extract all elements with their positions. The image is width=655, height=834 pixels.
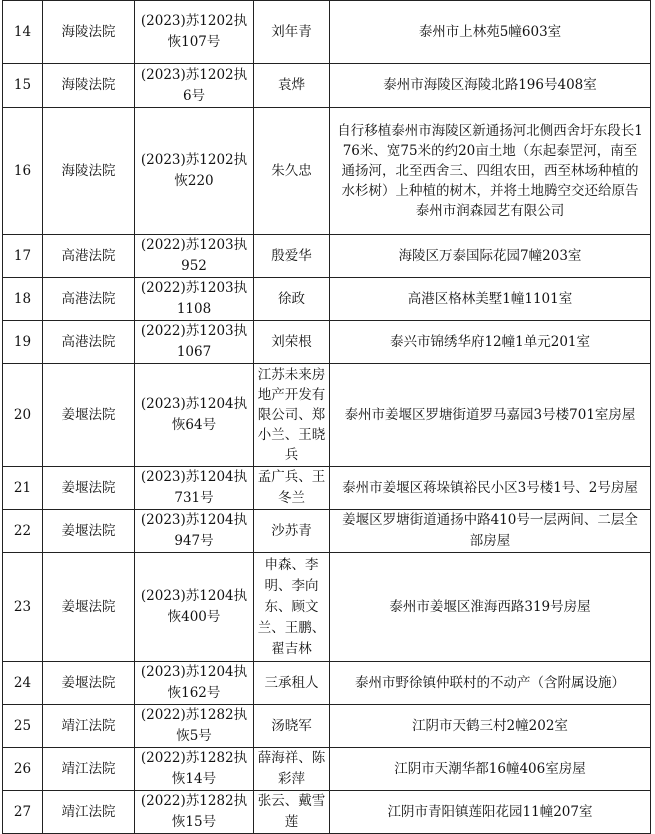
table-row [3, 662, 651, 705]
row-number: 16 [3, 108, 43, 235]
case-number-cell: (2023)苏1204执731号 [135, 467, 254, 510]
party-name-cell: 江苏未来房地产开发有限公司、郑小兰、王晓兵 [254, 364, 330, 467]
court-cell: 海陵法院 [43, 1, 135, 64]
address-cell: 海陵区万泰国际花园7幢203室 [330, 235, 651, 278]
table-row [3, 748, 651, 791]
row-number: 18 [3, 278, 43, 321]
case-number-cell: (2023)苏1202执6号 [135, 64, 254, 108]
court-cell: 靖江法院 [43, 748, 135, 791]
table-row [3, 64, 651, 108]
row-number: 19 [3, 321, 43, 364]
case-number-cell: (2023)苏1204执恢162号 [135, 662, 254, 705]
address-cell: 泰州市海陵区海陵北路196号408室 [330, 64, 651, 108]
party-name-cell: 朱久忠 [254, 108, 330, 235]
address-cell: 江阴市天鹤三村2幢202室 [330, 705, 651, 748]
party-name-cell: 三承租人 [254, 662, 330, 705]
case-number-cell: (2023)苏1204执947号 [135, 510, 254, 553]
court-cell: 靖江法院 [43, 791, 135, 834]
court-cell: 姜堰法院 [43, 510, 135, 553]
table-row [3, 278, 651, 321]
party-name-cell: 孟广兵、王冬兰 [254, 467, 330, 510]
court-cell: 姜堰法院 [43, 553, 135, 662]
address-cell: 高港区格林美墅1幢1101室 [330, 278, 651, 321]
address-cell: 泰州市姜堰区罗塘街道罗马嘉园3号楼701室房屋 [330, 364, 651, 467]
table-row [3, 705, 651, 748]
row-number: 27 [3, 791, 43, 834]
case-number-cell: (2023)苏1204执恢64号 [135, 364, 254, 467]
party-name-cell: 袁烨 [254, 64, 330, 108]
case-number-cell: (2022)苏1282执恢14号 [135, 748, 254, 791]
case-number-cell: (2023)苏1202执恢220 [135, 108, 254, 235]
party-name-cell: 沙苏青 [254, 510, 330, 553]
court-cell: 海陵法院 [43, 108, 135, 235]
table-row [3, 510, 651, 553]
case-number-cell: (2022)苏1282执恢5号 [135, 705, 254, 748]
court-cell: 高港法院 [43, 235, 135, 278]
address-cell: 泰州市姜堰区淮海西路319号房屋 [330, 553, 651, 662]
table-row [3, 467, 651, 510]
address-cell: 姜堰区罗塘街道通扬中路410号一层两间、二层全部房屋 [330, 510, 651, 553]
table-row [3, 553, 651, 662]
party-name-cell: 徐政 [254, 278, 330, 321]
court-cell: 高港法院 [43, 278, 135, 321]
party-name-cell: 刘荣根 [254, 321, 330, 364]
court-cell: 姜堰法院 [43, 467, 135, 510]
party-name-cell: 汤晓军 [254, 705, 330, 748]
address-cell: 江阴市青阳镇莲阳花园11幢207室 [330, 791, 651, 834]
case-number-cell: (2022)苏1203执1067 [135, 321, 254, 364]
row-number: 24 [3, 662, 43, 705]
row-number: 17 [3, 235, 43, 278]
address-cell: 泰州市野徐镇仲联村的不动产（含附属设施） [330, 662, 651, 705]
court-cell: 高港法院 [43, 321, 135, 364]
case-number-cell: (2022)苏1203执952 [135, 235, 254, 278]
party-name-cell: 张云、戴雪莲 [254, 791, 330, 834]
case-number-cell: (2023)苏1204执恢400号 [135, 553, 254, 662]
address-cell: 江阴市天潮华都16幢406室房屋 [330, 748, 651, 791]
court-cell: 姜堰法院 [43, 364, 135, 467]
party-name-cell: 殷爱华 [254, 235, 330, 278]
case-number-cell: (2022)苏1203执1108 [135, 278, 254, 321]
row-number: 25 [3, 705, 43, 748]
address-cell: 泰州市姜堰区蒋垛镇裕民小区3号楼1号、2号房屋 [330, 467, 651, 510]
row-number: 14 [3, 1, 43, 64]
row-number: 23 [3, 553, 43, 662]
table-row [3, 108, 651, 235]
table-row [3, 235, 651, 278]
row-number: 20 [3, 364, 43, 467]
case-number-cell: (2022)苏1282执恢15号 [135, 791, 254, 834]
table-row [3, 364, 651, 467]
case-number-cell: (2023)苏1202执恢107号 [135, 1, 254, 64]
party-name-cell: 薛海祥、陈彩萍 [254, 748, 330, 791]
table-row [3, 1, 651, 64]
court-cell: 姜堰法院 [43, 662, 135, 705]
row-number: 26 [3, 748, 43, 791]
address-cell: 泰州市上林苑5幢603室 [330, 1, 651, 64]
row-number: 21 [3, 467, 43, 510]
party-name-cell: 申森、李明、李向东、顾文兰、王鹏、翟吉林 [254, 553, 330, 662]
row-number: 22 [3, 510, 43, 553]
enforcement-list-table [2, 0, 651, 834]
table-row [3, 791, 651, 834]
party-name-cell: 刘年青 [254, 1, 330, 64]
court-cell: 靖江法院 [43, 705, 135, 748]
address-cell: 自行移植泰州市海陵区新通扬河北侧西舍圩东段长176米、宽75米的约20亩土地（东起泰罡河，南至通扬河，北至西舍三、四组农田，西至林场种植的水杉树）上种植的树木，并将土地腾空交还给原告泰州市润森园艺有限公司 [330, 108, 651, 235]
court-cell: 海陵法院 [43, 64, 135, 108]
address-cell: 泰兴市锦绣华府12幢1单元201室 [330, 321, 651, 364]
table-row [3, 321, 651, 364]
row-number: 15 [3, 64, 43, 108]
